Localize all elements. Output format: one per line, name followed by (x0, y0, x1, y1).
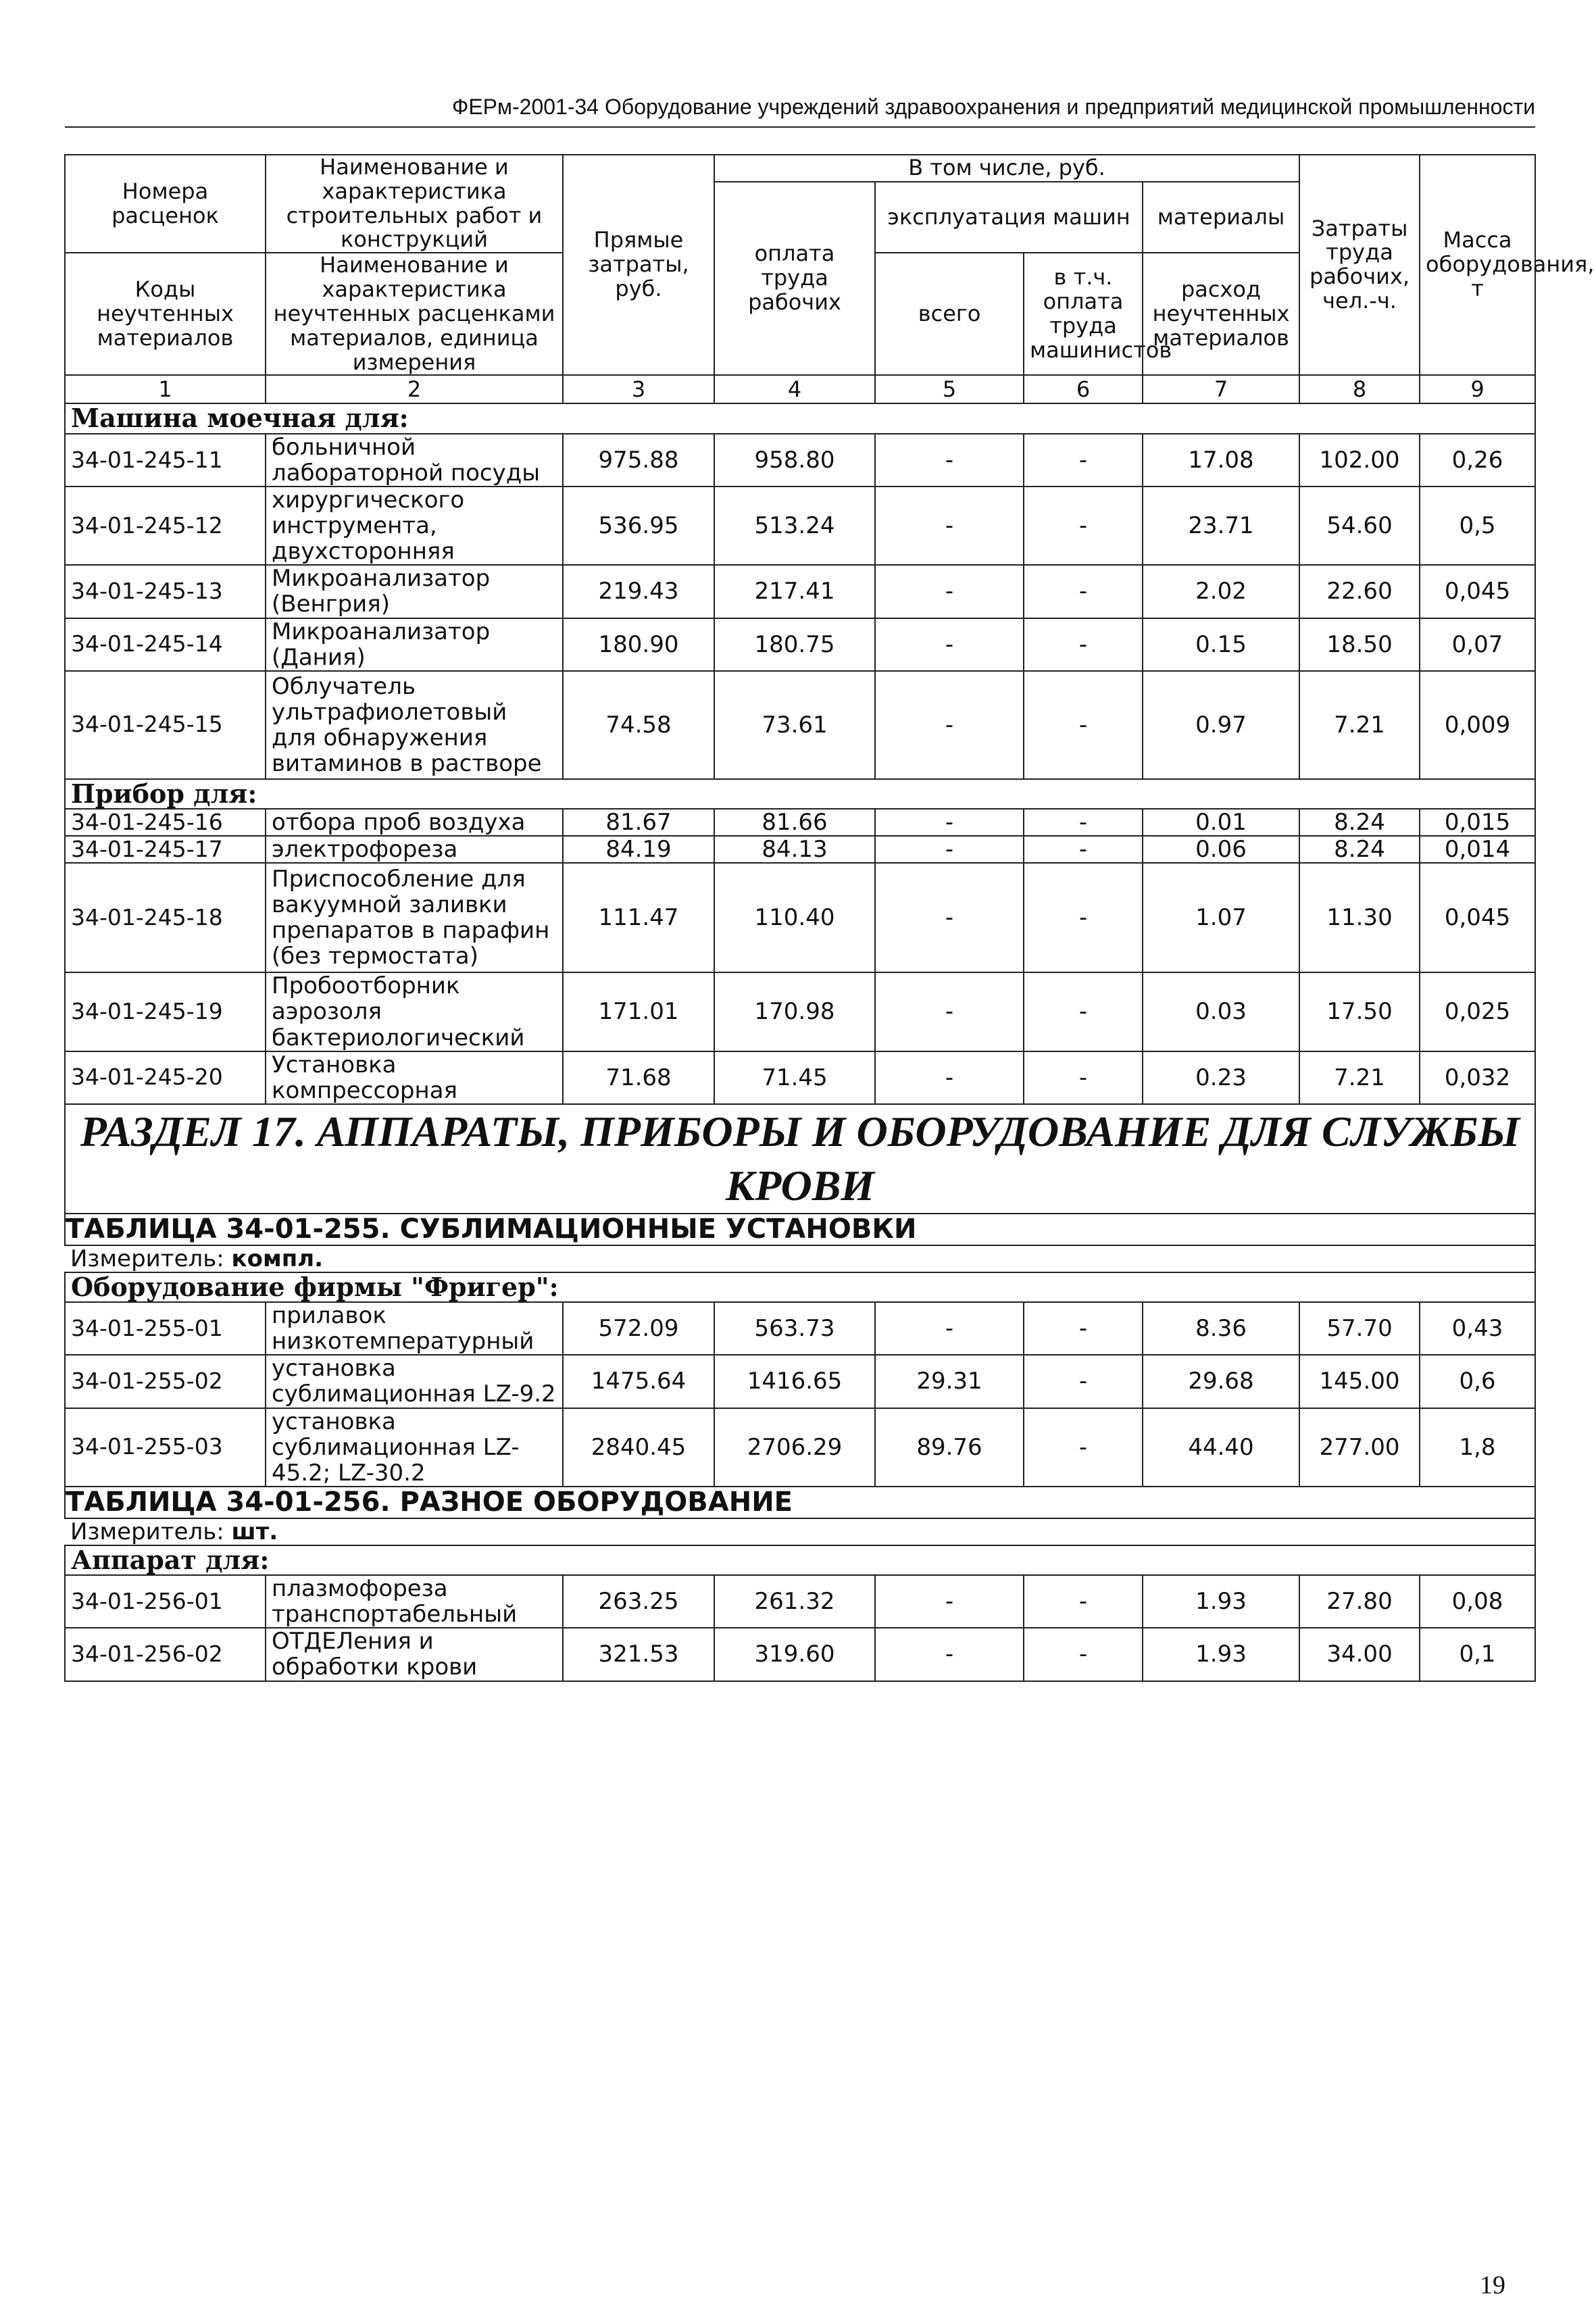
labor-pay: 319.60 (714, 1628, 875, 1681)
machines-total: - (875, 972, 1024, 1051)
estimates-table (64, 154, 1595, 1682)
table-row (65, 1408, 1535, 1487)
table-row (65, 565, 1535, 618)
direct-costs: 321.53 (563, 1628, 714, 1681)
table-title: ТАБЛИЦА 34-01-256. РАЗНОЕ ОБОРУДОВАНИЕ (65, 1487, 1535, 1518)
table-row (65, 1575, 1535, 1628)
mass: 0,032 (1420, 1051, 1535, 1104)
machines-pay: - (1024, 1302, 1143, 1355)
machines-pay: - (1024, 1628, 1143, 1681)
measure-row (65, 1245, 1535, 1272)
rate-code: 34-01-245-12 (65, 487, 266, 565)
rate-code: 34-01-245-17 (65, 836, 266, 863)
materials: 0.03 (1143, 972, 1299, 1051)
col-including: В том числе, руб. (714, 155, 1299, 182)
direct-costs: 74.58 (563, 671, 714, 779)
machines-total: - (875, 863, 1024, 972)
machines-pay: - (1024, 863, 1143, 972)
labor-pay: 81.66 (714, 809, 875, 836)
machines-pay: - (1024, 1355, 1143, 1408)
machines-total: - (875, 434, 1024, 487)
labor-cost: 11.30 (1299, 863, 1420, 972)
work-name: больничной лабораторной посуды (266, 434, 563, 487)
table-row (65, 487, 1535, 565)
col-materials-sub: расход неучтенных материалов (1143, 253, 1299, 375)
work-name: прилавок низкотемпературный (266, 1302, 563, 1355)
col-number: 8 (1299, 375, 1420, 403)
materials: 0.97 (1143, 671, 1299, 779)
labor-pay: 563.73 (714, 1302, 875, 1355)
machines-pay: - (1024, 836, 1143, 863)
work-name: электрофореза (266, 836, 563, 863)
group-header (65, 1272, 1535, 1303)
machines-total: 29.31 (875, 1355, 1024, 1408)
mass: 0,43 (1420, 1302, 1535, 1355)
work-name: хирургического инструмента, двухсторонняя (266, 487, 563, 565)
table-row (65, 809, 1535, 836)
table-row (65, 434, 1535, 487)
measure-unit: компл. (231, 1245, 324, 1272)
work-name: отбора проб воздуха (266, 809, 563, 836)
machines-total: - (875, 618, 1024, 671)
labor-cost: 7.21 (1299, 671, 1420, 779)
table-row (65, 836, 1535, 863)
machines-total: - (875, 1302, 1024, 1355)
group-header (65, 1545, 1535, 1576)
measure (65, 1518, 1535, 1545)
col-number: 2 (266, 375, 563, 403)
machines-total: 89.76 (875, 1408, 1024, 1487)
col-labor-cost: Затраты труда рабочих, чел.-ч. (1299, 155, 1420, 375)
work-name: Приспособление для вакуумной заливки препаратов в парафин (без термостата) (266, 863, 563, 972)
materials: 29.68 (1143, 1355, 1299, 1408)
machines-pay: - (1024, 487, 1143, 565)
table-row (65, 1051, 1535, 1104)
materials: 0.01 (1143, 809, 1299, 836)
col-number: 5 (875, 375, 1024, 403)
direct-costs: 219.43 (563, 565, 714, 618)
measure (65, 1245, 1535, 1272)
table-body (65, 154, 1595, 1681)
mass: 0,5 (1420, 487, 1535, 565)
labor-pay: 217.41 (714, 565, 875, 618)
work-name: Установка компрессорная (266, 1051, 563, 1104)
col-number: 6 (1024, 375, 1143, 403)
labor-pay: 84.13 (714, 836, 875, 863)
work-name: Микроанализатор (Венгрия) (266, 565, 563, 618)
labor-pay: 1416.65 (714, 1355, 875, 1408)
group-header (65, 779, 1535, 810)
col-mass: Масса оборудования, т (1420, 155, 1535, 375)
machines-total: - (875, 487, 1024, 565)
table-row (65, 671, 1535, 779)
machines-pay: - (1024, 972, 1143, 1051)
direct-costs: 572.09 (563, 1302, 714, 1355)
labor-cost: 34.00 (1299, 1628, 1420, 1681)
page-header: ФЕРм-2001-34 Оборудование учреждений здравоохранения и предприятий медицинской промышленности (65, 95, 1535, 128)
labor-pay: 261.32 (714, 1575, 875, 1628)
labor-pay: 180.75 (714, 618, 875, 671)
col-number: 1 (65, 375, 266, 403)
col-materials: материалы (1143, 182, 1299, 253)
labor-cost: 7.21 (1299, 1051, 1420, 1104)
group-header-title: Оборудование фирмы "Фригер": (65, 1272, 1535, 1303)
col-number: 4 (714, 375, 875, 403)
measure-label: Измеритель: (70, 1245, 224, 1272)
machines-total: - (875, 1628, 1024, 1681)
col-direct: Прямые затраты, руб. (563, 155, 714, 375)
machines-pay: - (1024, 1408, 1143, 1487)
labor-cost: 27.80 (1299, 1575, 1420, 1628)
labor-pay: 71.45 (714, 1051, 875, 1104)
machines-pay: - (1024, 809, 1143, 836)
rate-code: 34-01-255-02 (65, 1355, 266, 1408)
table-title-row (65, 1487, 1535, 1518)
labor-pay: 513.24 (714, 487, 875, 565)
materials: 23.71 (1143, 487, 1299, 565)
table-row (65, 1302, 1535, 1355)
work-name: установка сублимационная LZ-45.2; LZ-30.2 (266, 1408, 563, 1487)
mass: 0,26 (1420, 434, 1535, 487)
table-row (65, 1355, 1535, 1408)
materials: 0.23 (1143, 1051, 1299, 1104)
labor-pay: 170.98 (714, 972, 875, 1051)
machines-pay: - (1024, 1051, 1143, 1104)
direct-costs: 84.19 (563, 836, 714, 863)
materials: 8.36 (1143, 1302, 1299, 1355)
mass: 0,045 (1420, 863, 1535, 972)
rate-code: 34-01-245-15 (65, 671, 266, 779)
group-header-title: Машина моечная для: (65, 403, 1535, 434)
materials: 0.15 (1143, 618, 1299, 671)
materials: 1.93 (1143, 1628, 1299, 1681)
labor-cost: 277.00 (1299, 1408, 1420, 1487)
rate-code: 34-01-245-19 (65, 972, 266, 1051)
direct-costs: 111.47 (563, 863, 714, 972)
table-row (65, 863, 1535, 972)
rate-code: 34-01-245-13 (65, 565, 266, 618)
col-code-top: Номера расценок (65, 155, 266, 253)
mass: 0,014 (1420, 836, 1535, 863)
rate-code: 34-01-245-18 (65, 863, 266, 972)
labor-cost: 145.00 (1299, 1355, 1420, 1408)
direct-costs: 71.68 (563, 1051, 714, 1104)
col-number: 7 (1143, 375, 1299, 403)
labor-cost: 17.50 (1299, 972, 1420, 1051)
materials: 17.08 (1143, 434, 1299, 487)
group-header (65, 403, 1535, 434)
col-machines: эксплуатация машин (875, 182, 1143, 253)
mass: 0,025 (1420, 972, 1535, 1051)
direct-costs: 180.90 (563, 618, 714, 671)
col-name-top: Наименование и характеристика строительных работ и конструкций (266, 155, 563, 253)
direct-costs: 81.67 (563, 809, 714, 836)
direct-costs: 536.95 (563, 487, 714, 565)
page-number: 19 (1480, 2271, 1505, 2299)
machines-pay: - (1024, 565, 1143, 618)
labor-cost: 54.60 (1299, 487, 1420, 565)
machines-pay: - (1024, 618, 1143, 671)
labor-cost: 102.00 (1299, 434, 1420, 487)
table-title: ТАБЛИЦА 34-01-255. СУБЛИМАЦИОННЫЕ УСТАНОВКИ (65, 1214, 1535, 1245)
direct-costs: 975.88 (563, 434, 714, 487)
col-code-bottom: Коды неучтенных материалов (65, 253, 266, 375)
mass: 0,015 (1420, 809, 1535, 836)
col-number: 3 (563, 375, 714, 403)
work-name: установка сублимационная LZ-9.2 (266, 1355, 563, 1408)
labor-pay: 73.61 (714, 671, 875, 779)
labor-pay: 110.40 (714, 863, 875, 972)
table-row (65, 1628, 1535, 1681)
mass: 0,08 (1420, 1575, 1535, 1628)
group-header-title: Прибор для: (65, 779, 1535, 810)
mass: 0,1 (1420, 1628, 1535, 1681)
machines-pay: - (1024, 1575, 1143, 1628)
machines-total: - (875, 565, 1024, 618)
mass: 0,045 (1420, 565, 1535, 618)
machines-total: - (875, 836, 1024, 863)
rate-code: 34-01-245-16 (65, 809, 266, 836)
rate-code: 34-01-245-11 (65, 434, 266, 487)
col-number: 9 (1420, 375, 1535, 403)
machines-total: - (875, 671, 1024, 779)
materials: 1.07 (1143, 863, 1299, 972)
work-name: Пробоотборник аэрозоля бактериологический (266, 972, 563, 1051)
work-name: плазмофореза транспортабельный (266, 1575, 563, 1628)
measure-row (65, 1518, 1535, 1545)
direct-costs: 263.25 (563, 1575, 714, 1628)
rate-code: 34-01-255-03 (65, 1408, 266, 1487)
machines-pay: - (1024, 434, 1143, 487)
direct-costs: 1475.64 (563, 1355, 714, 1408)
measure-label: Измеритель: (70, 1518, 224, 1545)
machines-total: - (875, 1575, 1024, 1628)
machines-pay: - (1024, 671, 1143, 779)
table-row (65, 618, 1535, 671)
rate-code: 34-01-256-02 (65, 1628, 266, 1681)
labor-cost: 18.50 (1299, 618, 1420, 671)
header-row-1 (65, 155, 1535, 182)
measure-unit: шт. (231, 1518, 278, 1545)
section-title: РАЗДЕЛ 17. АППАРАТЫ, ПРИБОРЫ И ОБОРУДОВАНИЕ ДЛЯ СЛУЖБЫ КРОВИ (65, 1104, 1535, 1214)
materials: 1.93 (1143, 1575, 1299, 1628)
rate-code: 34-01-255-01 (65, 1302, 266, 1355)
section-row (65, 1104, 1535, 1214)
col-machines-total: всего (875, 253, 1024, 375)
mass: 1,8 (1420, 1408, 1535, 1487)
labor-pay: 2706.29 (714, 1408, 875, 1487)
table-title-row (65, 1214, 1535, 1245)
materials: 44.40 (1143, 1408, 1299, 1487)
labor-cost: 57.70 (1299, 1302, 1420, 1355)
machines-total: - (875, 809, 1024, 836)
labor-cost: 8.24 (1299, 809, 1420, 836)
rate-code: 34-01-256-01 (65, 1575, 266, 1628)
direct-costs: 171.01 (563, 972, 714, 1051)
materials: 0.06 (1143, 836, 1299, 863)
mass: 0,07 (1420, 618, 1535, 671)
mass: 0,6 (1420, 1355, 1535, 1408)
direct-costs: 2840.45 (563, 1408, 714, 1487)
group-header-title: Аппарат для: (65, 1545, 1535, 1576)
rate-code: 34-01-245-20 (65, 1051, 266, 1104)
work-name: ОТДЕЛения и обработки крови (266, 1628, 563, 1681)
table-row (65, 972, 1535, 1051)
labor-cost: 22.60 (1299, 565, 1420, 618)
labor-pay: 958.80 (714, 434, 875, 487)
materials: 2.02 (1143, 565, 1299, 618)
labor-cost: 8.24 (1299, 836, 1420, 863)
col-labor-pay: оплата труда рабочих (714, 182, 875, 375)
col-name-bottom: Наименование и характеристика неучтенных расценками материалов, единица измерения (266, 253, 563, 375)
col-machines-pay: в т.ч. оплата труда машинистов (1024, 253, 1143, 375)
machines-total: - (875, 1051, 1024, 1104)
mass: 0,009 (1420, 671, 1535, 779)
column-number-row (65, 375, 1535, 403)
rate-code: 34-01-245-14 (65, 618, 266, 671)
work-name: Облучатель ультрафиолетовый для обнаружения витаминов в растворе (266, 671, 563, 779)
work-name: Микроанализатор (Дания) (266, 618, 563, 671)
